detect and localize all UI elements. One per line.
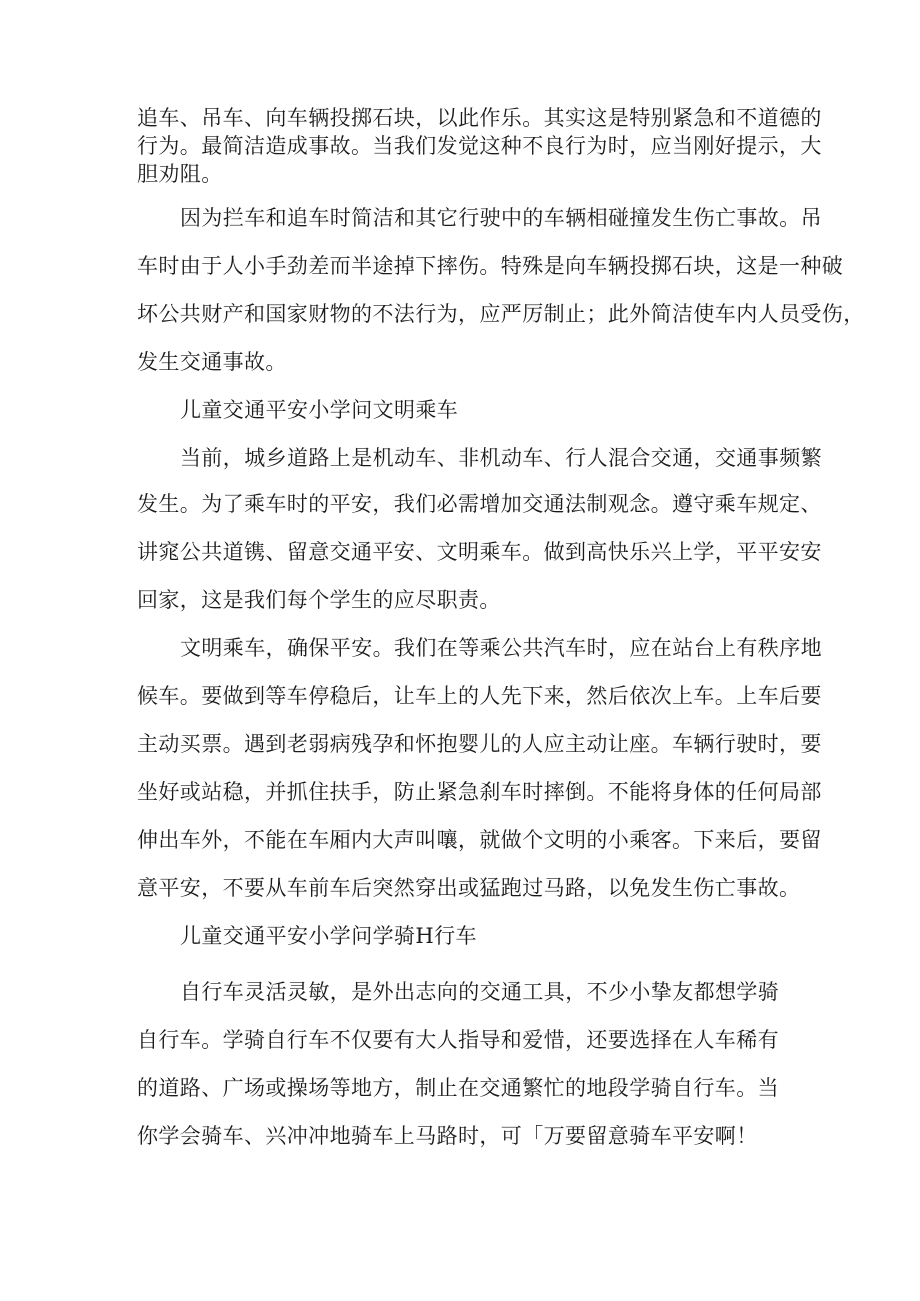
paragraph-line: 回家，这是我们每个学生的应尽职责。: [137, 588, 501, 612]
paragraph-line: 文明乘车，确保平安。我们在等乘公共汽车时，应在站台上有秩序地: [180, 636, 822, 660]
paragraph-line: 追车、吊车、向车辆投掷石块，以此作乐。其实这是特别紧急和不道德的: [137, 106, 822, 130]
paragraph-line: 发生。为了乘车时的平安，我们必需增加交通法制观念。遵守乘车规定、: [137, 492, 822, 516]
paragraph-line: 车时由于人小手劲差而半途掉下摔伤。特殊是向车辆投掷石块，这是一种破: [137, 254, 844, 278]
paragraph-line: 行为。最简洁造成事故。当我们发觉这种不良行为时，应当刚好提示，大: [137, 134, 822, 158]
paragraph-line: 主动买票。遇到老弱病残孕和怀抱婴儿的人应主动让座。车辆行驶时，要: [137, 732, 822, 756]
paragraph-line: 意平安，不要从车前车后突然穿出或猛跑过马路，以免发生伤亡事故。: [137, 876, 801, 900]
paragraph-line: 自行车。学骑自行车不仅要有大人指导和爱惜，还要选择在人车稀有: [137, 1028, 779, 1052]
paragraph-line: 讲窕公共道镌、留意交通平安、文明乘车。做到高快乐兴上学，平平安安: [137, 540, 822, 564]
section-heading: 儿童交通平安小学问文明乘车: [180, 398, 459, 422]
paragraph-line: 胆劝阻。: [137, 162, 223, 186]
paragraph-line: 候车。要做到等车停稳后，让车上的人先下来，然后依次上车。上车后要: [137, 684, 822, 708]
paragraph-line: 伸出车外，不能在车厢内大声叫嚷，就做个文明的小乘客。下来后，要留: [137, 828, 822, 852]
section-heading: 儿童交通平安小学问学骑H行车: [180, 924, 477, 948]
paragraph-line: 因为拦车和追车时简洁和其它行驶中的车辆相碰撞发生伤亡事故。吊: [180, 206, 822, 230]
paragraph-line: 自行车灵活灵敏，是外出志向的交通工具，不少小挚友都想学骑: [180, 980, 780, 1004]
paragraph-line: 坏公共财产和国家财物的不法行为，应严厉制止；此外简洁使车内人员受伤，: [137, 302, 865, 326]
paragraph-line: 的道路、广场或操场等地方，制止在交通繁忙的地段学骑自行车。当: [137, 1076, 779, 1100]
paragraph-line: 当前，城乡道路上是机动车、非机动车、行人混合交通，交通事频繁: [180, 446, 822, 470]
paragraph-line: 发生交通事故。: [137, 350, 287, 374]
paragraph-line: 你学会骑车、兴冲冲地骑车上马路时，可「万要留意骑车平安啊！: [137, 1124, 758, 1148]
paragraph-line: 坐好或站稳，并抓住扶手，防止紧急刹车时摔倒。不能将身体的任何局部: [137, 780, 822, 804]
